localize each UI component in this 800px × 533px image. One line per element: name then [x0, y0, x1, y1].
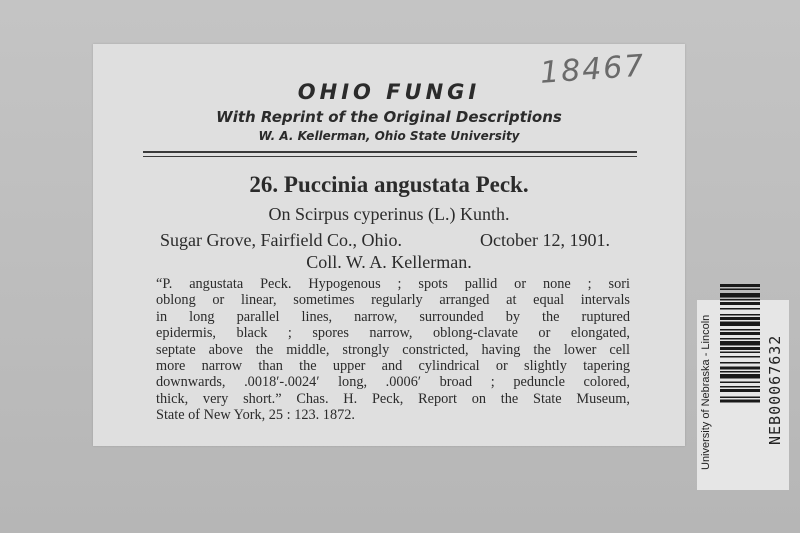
description-line: epidermis, black ; spores narrow, oblong-clavate or elongated, — [156, 325, 630, 342]
barcode-bar — [720, 284, 760, 287]
barcode-bar — [720, 293, 760, 298]
barcode-bar — [720, 389, 760, 392]
header-divider-thin — [143, 156, 637, 157]
host-plant: On Scirpus cyperinus (L.) Kunth. — [268, 204, 510, 224]
barcode-bar — [720, 386, 760, 388]
barcode-bar — [720, 329, 760, 331]
barcode-bar — [720, 352, 760, 354]
description-line: downwards, .0018′-.0024′ long, .0006′ broad ; peduncle colored, — [156, 374, 630, 391]
label-title: OHIO FUNGI — [297, 80, 481, 104]
description-line: oblong or linear, sometimes regularly arranged at equal intervals — [156, 292, 630, 309]
barcode-bar — [720, 356, 760, 358]
barcode-bar — [720, 397, 760, 399]
species-name: 26. Puccinia angustata Peck. — [249, 172, 529, 197]
barcode-bar — [720, 371, 760, 373]
barcode-bar — [720, 341, 760, 346]
barcode-bars — [720, 284, 760, 454]
barcode-bar — [720, 382, 760, 384]
original-description — [156, 276, 630, 424]
collection-locality: Sugar Grove, Fairfield Co., Ohio. — [160, 230, 402, 250]
barcode-bar — [720, 400, 760, 403]
label-subtitle: With Reprint of the Original Descriptions — [216, 108, 562, 126]
barcode-institution: University of Nebraska - Lincoln — [700, 314, 712, 470]
header-divider-thick — [143, 151, 637, 153]
barcode-bar — [720, 338, 760, 340]
barcode-bar — [720, 314, 760, 316]
barcode-bar — [720, 289, 760, 291]
barcode-number: NEB00067632 — [766, 334, 784, 445]
collector: Coll. W. A. Kellerman. — [306, 252, 472, 272]
accession-number: 18467 — [538, 48, 647, 91]
description-line: septate above the middle, strongly constricted, having the lower cell — [156, 341, 630, 358]
barcode-bar — [720, 308, 760, 310]
barcode-bar — [720, 347, 760, 350]
collection-date: October 12, 1901. — [480, 230, 610, 250]
barcode-bar — [720, 374, 760, 379]
description-line: State of New York, 25 : 123. 1872. — [156, 407, 355, 424]
barcode-bar — [720, 362, 760, 364]
barcode-bar — [720, 332, 760, 335]
description-line: thick, very short.” Chas. H. Peck, Report on the State Museum, — [156, 390, 630, 407]
barcode-bar — [720, 367, 760, 370]
barcode-bar — [720, 299, 760, 301]
description-line: in long parallel lines, narrow, surrounded by the ruptured — [156, 308, 630, 325]
description-line: more narrow than the upper and cylindrical or slightly tapering — [156, 358, 630, 375]
barcode-bar — [720, 317, 760, 320]
barcode-bar — [720, 302, 760, 305]
barcode-bar — [720, 322, 760, 327]
label-author: W. A. Kellerman, Ohio State University — [258, 129, 520, 143]
description-line: “P. angustata Peck. Hypogenous ; spots pallid or none ; sori — [156, 276, 630, 292]
